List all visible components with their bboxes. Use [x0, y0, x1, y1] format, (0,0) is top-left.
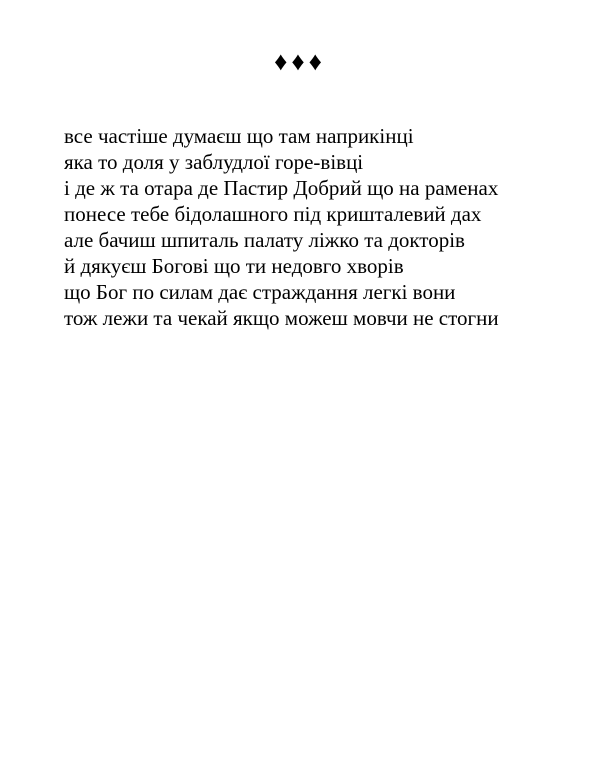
poem-line: понесе тебе бідолашного під кришталевий дах	[64, 202, 482, 226]
poem-line: але бачиш шпиталь палату ліжко та докторів	[64, 228, 465, 252]
poem-stanza	[64, 123, 499, 331]
poem-line: тож лежи та чекай якщо можеш мовчи не стогни	[64, 306, 499, 330]
poem-line: яка то доля у заблудлої горе-вівці	[64, 150, 364, 174]
poem-line: що Бог по силам дає страждання легкі вони	[64, 280, 456, 304]
section-ornament: ♦♦♦	[274, 47, 326, 76]
poem-line: все частіше думаєш що там наприкінці	[64, 124, 414, 148]
poem-line: і де ж та отара де Пастир Добрий що на раменах	[64, 176, 499, 200]
poem-line: й дякуєш Богові що ти недовго хворів	[64, 254, 404, 278]
